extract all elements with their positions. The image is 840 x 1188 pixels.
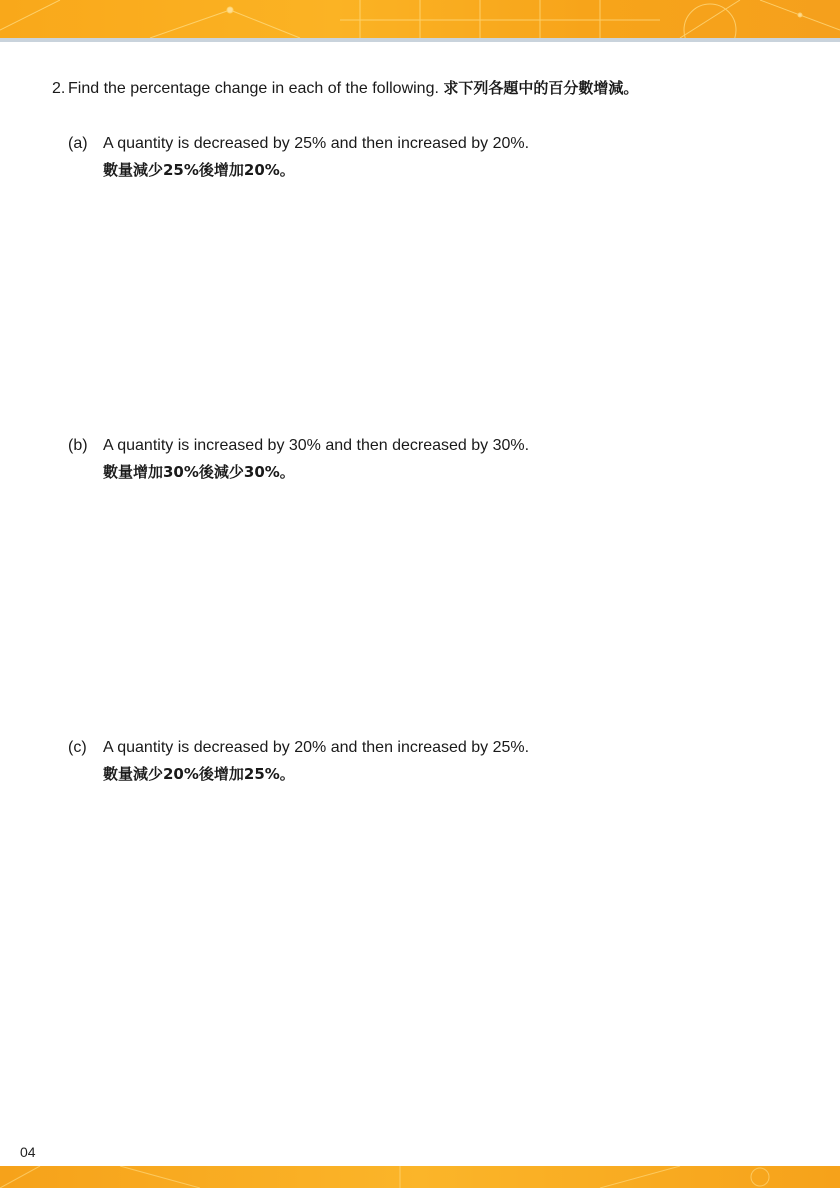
part-text-en: A quantity is decreased by 20% and then increased by 25%.	[103, 739, 530, 756]
part-text-zh: 數量減少20%後增加25%。	[103, 765, 295, 783]
part-text-zh: 數量增加30%後減少30%。	[103, 463, 295, 481]
part-text-en: A quantity is decreased by 25% and then increased by 20%.	[103, 135, 530, 152]
part-label: (b)	[68, 437, 88, 454]
part-text-en: A quantity is increased by 30% and then decreased by 30%.	[103, 437, 530, 454]
question-text-zh: 求下列各題中的百分數增減。	[443, 79, 639, 97]
part-text-zh: 數量減少25%後增加20%。	[103, 161, 295, 179]
footer-banner	[0, 1166, 840, 1188]
part-label: (a)	[68, 135, 88, 152]
page-number: 04	[20, 1144, 36, 1160]
decorative-pattern	[0, 1166, 840, 1188]
question-text-en: Find the percentage change in each of the following.	[68, 80, 439, 97]
header-rule	[0, 38, 840, 42]
header-banner	[0, 0, 840, 38]
decorative-pattern	[0, 0, 840, 38]
question-number: 2.	[52, 80, 66, 97]
part-label: (c)	[68, 739, 87, 756]
question-2	[52, 77, 812, 100]
